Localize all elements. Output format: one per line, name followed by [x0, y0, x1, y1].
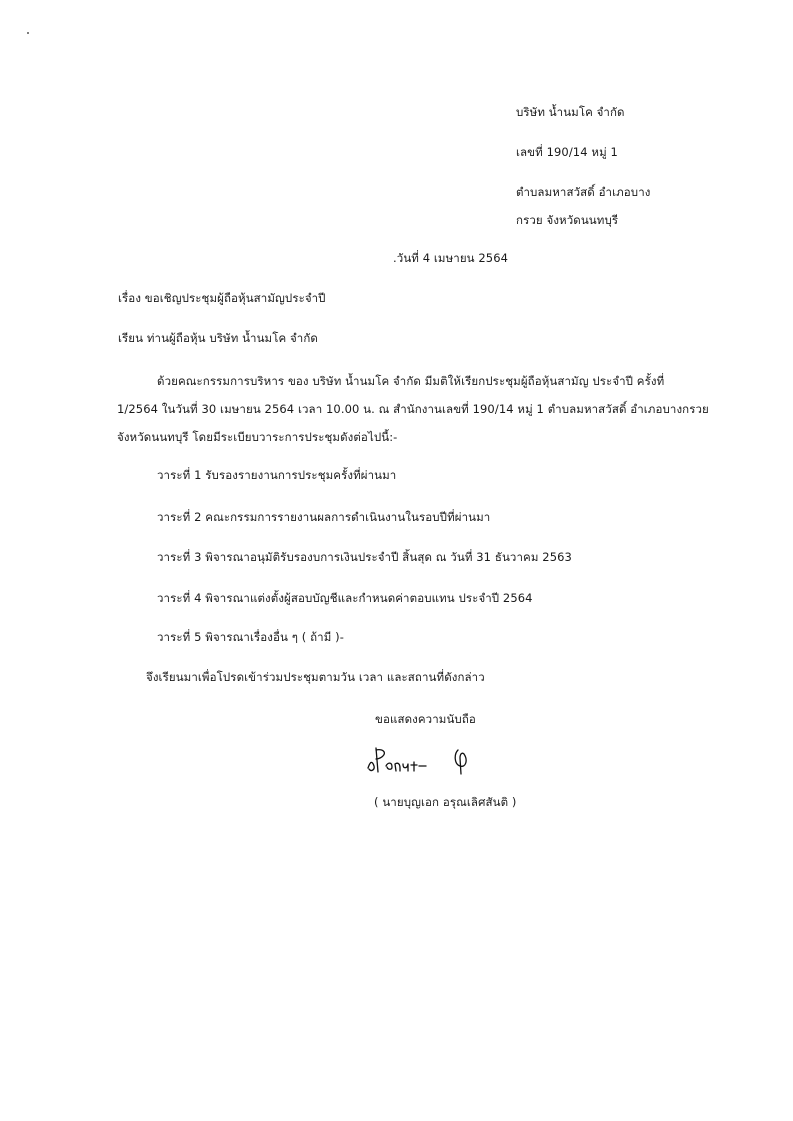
company-name: บริษัท น้ำนมโค จำกัด: [516, 105, 625, 119]
letter-date: .วันที่ 4 เมษายน 2564: [393, 251, 509, 265]
body-line-2: 1/2564 ในวันที่ 30 เมษายน 2564 เวลา 10.00 น. ณ สำนักงานเลขที่ 190/14 หมู่ 1 ตำบลมหาสวัสดิ์ อำเภอบางกรวย: [117, 402, 709, 416]
agenda-item: วาระที่ 1 รับรองรายงานการประชุมครั้งที่ผ่านมา: [157, 468, 397, 482]
letter-recipient: เรียน ท่านผู้ถือหุ้น บริษัท น้ำนมโค จำกัด: [118, 331, 318, 345]
agenda-item: วาระที่ 5 พิจารณาเรื่องอื่น ๆ ( ถ้ามี )-: [157, 630, 344, 644]
letter-subject: เรื่อง ขอเชิญประชุมผู้ถือหุ้นสามัญประจำปี: [118, 291, 326, 305]
regards-text: ขอแสดงความนับถือ: [375, 712, 476, 726]
signatory-name: ( นายบุญเอก อรุณเลิศสันติ ): [374, 795, 517, 809]
body-line-3: จังหวัดนนทบุรี โดยมีระเบียบวาระการประชุมดังต่อไปนี้:-: [117, 430, 398, 444]
company-address-line2: ตำบลมหาสวัสดิ์ อำเภอบาง: [516, 185, 651, 199]
agenda-item: วาระที่ 3 พิจารณาอนุมัติรับรองบการเงินประจำปี สิ้นสุด ณ วันที่ 31 ธันวาคม 2563: [157, 550, 572, 564]
body-line-1: ด้วยคณะกรรมการบริหาร ของ บริษัท น้ำนมโค จำกัด มีมติให้เรียกประชุมผู้ถือหุ้นสามัญ ประจำปี ครั้งที่: [157, 374, 665, 388]
scan-speck: [27, 32, 29, 34]
signature-image: [362, 742, 492, 782]
agenda-item: วาระที่ 4 พิจารณาแต่งตั้งผู้สอบบัญชีและกำหนดค่าตอบแทน ประจำปี 2564: [157, 591, 533, 605]
company-address-line1: เลขที่ 190/14 หมู่ 1: [516, 145, 618, 159]
company-address-line3: กรวย จังหวัดนนทบุรี: [516, 213, 619, 227]
closing-text: จึงเรียนมาเพื่อโปรดเข้าร่วมประชุมตามวัน เวลา และสถานที่ดังกล่าว: [146, 670, 485, 684]
agenda-item: วาระที่ 2 คณะกรรมการรายงานผลการดำเนินงานในรอบปีที่ผ่านมา: [157, 510, 491, 524]
